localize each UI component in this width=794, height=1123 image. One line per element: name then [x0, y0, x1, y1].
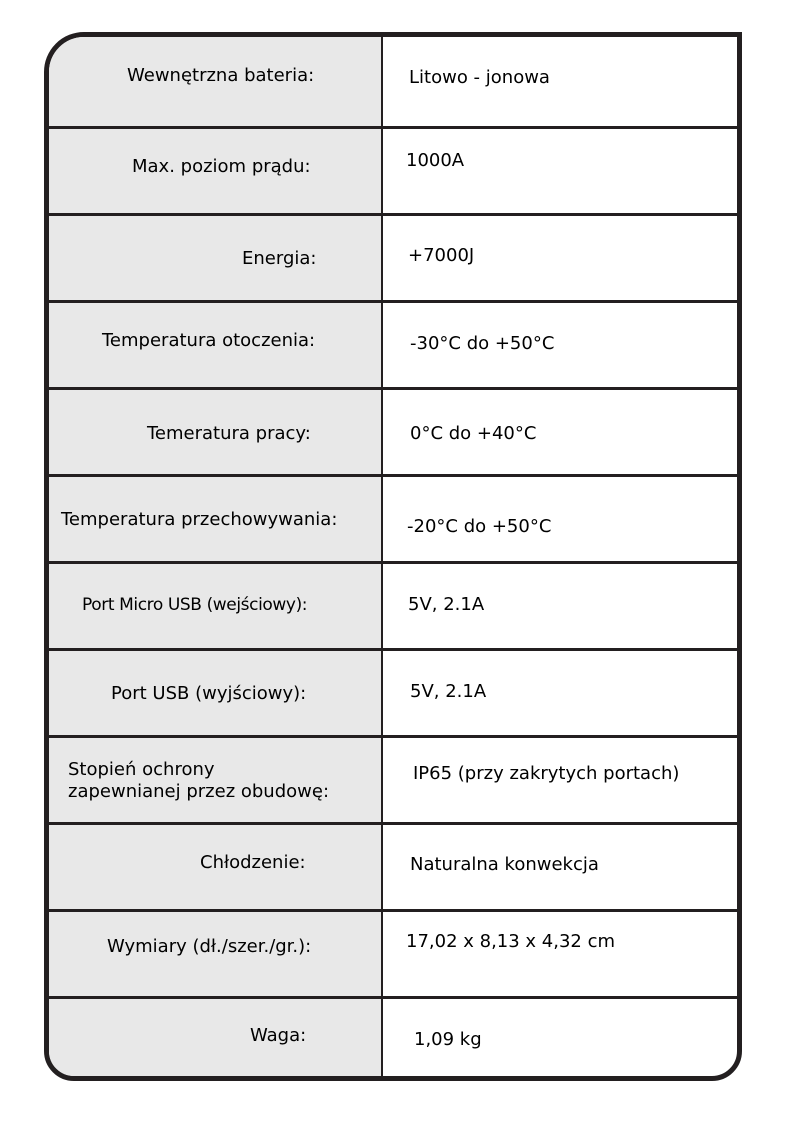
- row-divider: [49, 474, 737, 477]
- spec-label-cooling: Chłodzenie:: [200, 852, 306, 873]
- spec-value-dimensions: 17,02 x 8,13 x 4,32 cm: [406, 931, 616, 952]
- spec-label-storage-temp: Temperatura przechowywania:: [61, 509, 338, 530]
- spec-value-storage-temp: -20°C do +50°C: [407, 516, 552, 537]
- column-divider: [381, 37, 383, 1076]
- spec-value-energy: +7000J: [408, 245, 475, 266]
- spec-label-line: zapewnianej przez obudowę:: [68, 781, 330, 802]
- row-divider: [49, 561, 737, 564]
- row-divider: [49, 387, 737, 390]
- spec-label-usb-out: Port USB (wyjściowy):: [111, 683, 307, 704]
- spec-label-ambient-temp: Temperatura otoczenia:: [102, 330, 316, 351]
- row-divider: [49, 213, 737, 216]
- spec-value-battery: Litowo - jonowa: [409, 67, 550, 88]
- spec-value-usb-out: 5V, 2.1A: [410, 681, 487, 702]
- spec-label-max-current: Max. poziom prądu:: [132, 156, 311, 177]
- spec-value-cooling: Naturalna konwekcja: [410, 854, 599, 875]
- row-divider: [49, 648, 737, 651]
- spec-label-operating-temp: Temeratura pracy:: [147, 423, 311, 444]
- spec-value-ambient-temp: -30°C do +50°C: [410, 333, 555, 354]
- spec-label-ingress-protection: [68, 759, 368, 803]
- spec-table: [44, 32, 742, 1081]
- label-column-background: [49, 37, 382, 1076]
- row-divider: [49, 909, 737, 912]
- spec-value-micro-usb: 5V, 2.1A: [408, 594, 485, 615]
- row-divider: [49, 300, 737, 303]
- row-divider: [49, 996, 737, 999]
- spec-label-energy: Energia:: [242, 248, 317, 269]
- spec-value-ingress-protection: IP65 (przy zakrytych portach): [413, 763, 680, 784]
- row-divider: [49, 822, 737, 825]
- spec-value-weight: 1,09 kg: [414, 1029, 482, 1050]
- spec-label-battery: Wewnętrzna bateria:: [127, 65, 315, 86]
- spec-label-dimensions: Wymiary (dł./szer./gr.):: [107, 936, 312, 957]
- spec-label-line: Stopień ochrony: [68, 759, 215, 780]
- spec-value-max-current: 1000A: [406, 150, 465, 171]
- row-divider: [49, 126, 737, 129]
- row-divider: [49, 735, 737, 738]
- spec-value-operating-temp: 0°C do +40°C: [410, 423, 537, 444]
- spec-label-weight: Waga:: [250, 1025, 307, 1046]
- spec-label-micro-usb: Port Micro USB (wejściowy):: [82, 595, 308, 615]
